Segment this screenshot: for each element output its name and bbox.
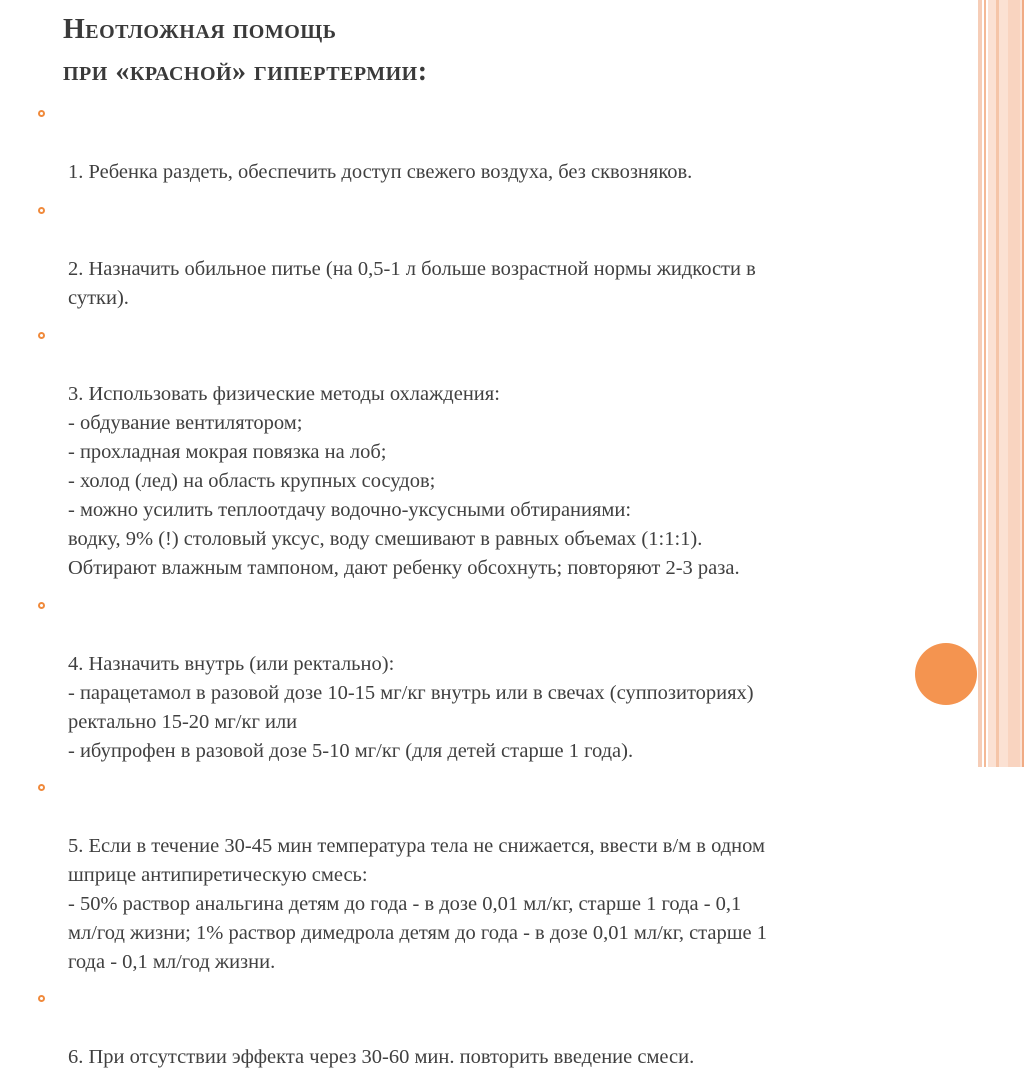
slide-title-line-1: Неотложная помощь [63, 14, 337, 45]
bullet-icon [38, 602, 45, 609]
decorative-stripe [978, 0, 982, 767]
list-item-text: 1. Ребенка раздеть, обеспечить доступ свежего воздуха, без сквозняков. [68, 161, 693, 183]
list-item [34, 100, 974, 187]
list-item [34, 774, 974, 977]
list-item-text: 3. Использовать физические методы охлаждения: - обдувание вентилятором; - прохладная мокрая повязка на лоб; - холод (лед) на область крупных сосудов; - можно усилить теплоотдачу водочно-уксусными обтираниями: водку, 9% (!) столовый уксус, воду смешивают в равных объемах (1:1:1). Обтирают влажным тампоном, дают ребенку обсохнуть; повторяют 2-3 раза. [68, 383, 740, 579]
bullet-icon [38, 784, 45, 791]
list-item [34, 985, 974, 1072]
slide-title-line-2: при «красной» гипертермии: [63, 56, 428, 87]
decorative-stripe [1008, 0, 1020, 767]
list-item-text: 6. При отсутствии эффекта через 30-60 мин. повторить введение смеси. [68, 1046, 695, 1068]
bullet-icon [38, 207, 45, 214]
bullet-icon [38, 995, 45, 1002]
decorative-stripe [996, 0, 999, 767]
list-item-text: 5. Если в течение 30-45 мин температура тела не снижается, ввести в/м в одном шприце антипиретическую смесь: - 50% раствор анальгина детям до года - в дозе 0,01 мл/кг, старше 1 года - 0,1 мл/год жизни; 1% раствор димедрола детям до года - в дозе 0,01 мл/кг, старше 1 года - 0,1 мл/год жизни. [68, 835, 767, 973]
bullet-icon [38, 332, 45, 339]
bullet-icon [38, 110, 45, 117]
decorative-stripe [984, 0, 986, 767]
list-item [34, 592, 974, 766]
list-item-text: 2. Назначить обильное питье (на 0,5-1 л больше возрастной нормы жидкости в сутки). [68, 258, 756, 309]
list-item [34, 197, 974, 313]
list-item [34, 322, 974, 583]
list-item-text: 4. Назначить внутрь (или ректально): - парацетамол в разовой дозе 10-15 мг/кг внутрь или в свечах (суппозиториях) ректально 15-20 мг/кг или - ибупрофен в разовой дозе 5-10 мг/кг (для детей старше 1 года). [68, 653, 754, 762]
bullet-list [34, 100, 974, 1080]
